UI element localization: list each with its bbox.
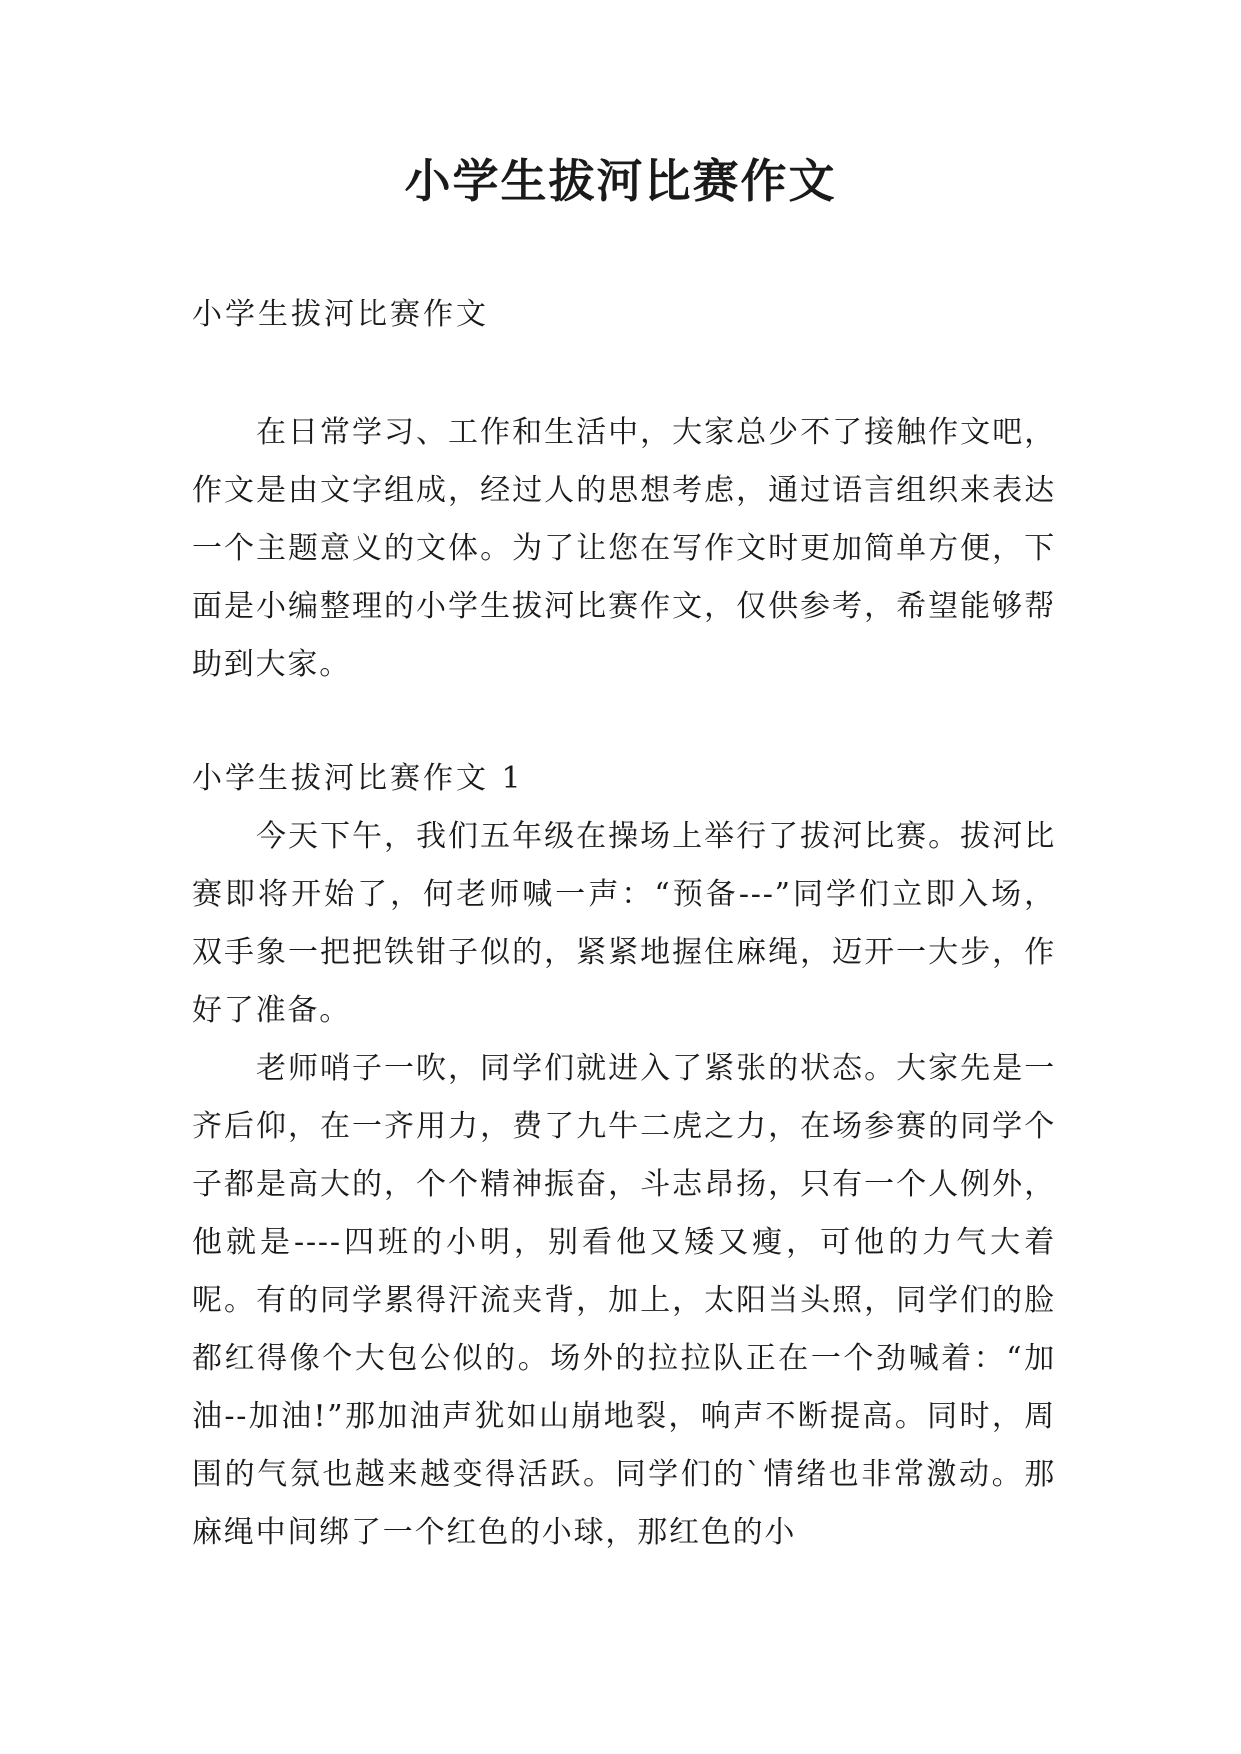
essay-body [192, 808, 1056, 1562]
document-title: 小学生拔河比赛作文 [404, 154, 837, 208]
essay-paragraph-1: 今天下午，我们五年级在操场上举行了拔河比赛。拔河比赛即将开始了，何老师喊一声：“预备---”同学们立即入场，双手象一把把铁钳子似的，紧紧地握住麻绳，迈开一大步，作好了准备。 [192, 819, 1056, 1028]
section-heading: 小学生拔河比赛作文 1 [192, 761, 524, 796]
essay-paragraph-2: 老师哨子一吹，同学们就进入了紧张的状态。大家先是一齐后仰，在一齐用力，费了九牛二虎之力，在场参赛的同学个子都是高大的，个个精神振奋，斗志昂扬，只有一个人例外，他就是----四班的小明，别看他又矮又瘦，可他的力气大着呢。有的同学累得汗流夹背，加上，太阳当头照，同学们的脸都红得像个大包公似的。场外的拉拉队正在一个劲喊着：“加油--加油!”那加油声犹如山崩地裂，响声不断提高。同时，周围的气氛也越来越变得活跃。同学们的`情绪也非常激动。那麻绳中间绑了一个红色的小球，那红色的小 [192, 1051, 1056, 1550]
document-subtitle: 小学生拔河比赛作文 [192, 297, 489, 332]
intro-paragraph: 在日常学习、工作和生活中，大家总少不了接触作文吧，作文是由文字组成，经过人的思想考虑，通过语言组织来表达一个主题意义的文体。为了让您在写作文时更加简单方便，下面是小编整理的小学生拔河比赛作文，仅供参考，希望能够帮助到大家。 [192, 415, 1056, 682]
